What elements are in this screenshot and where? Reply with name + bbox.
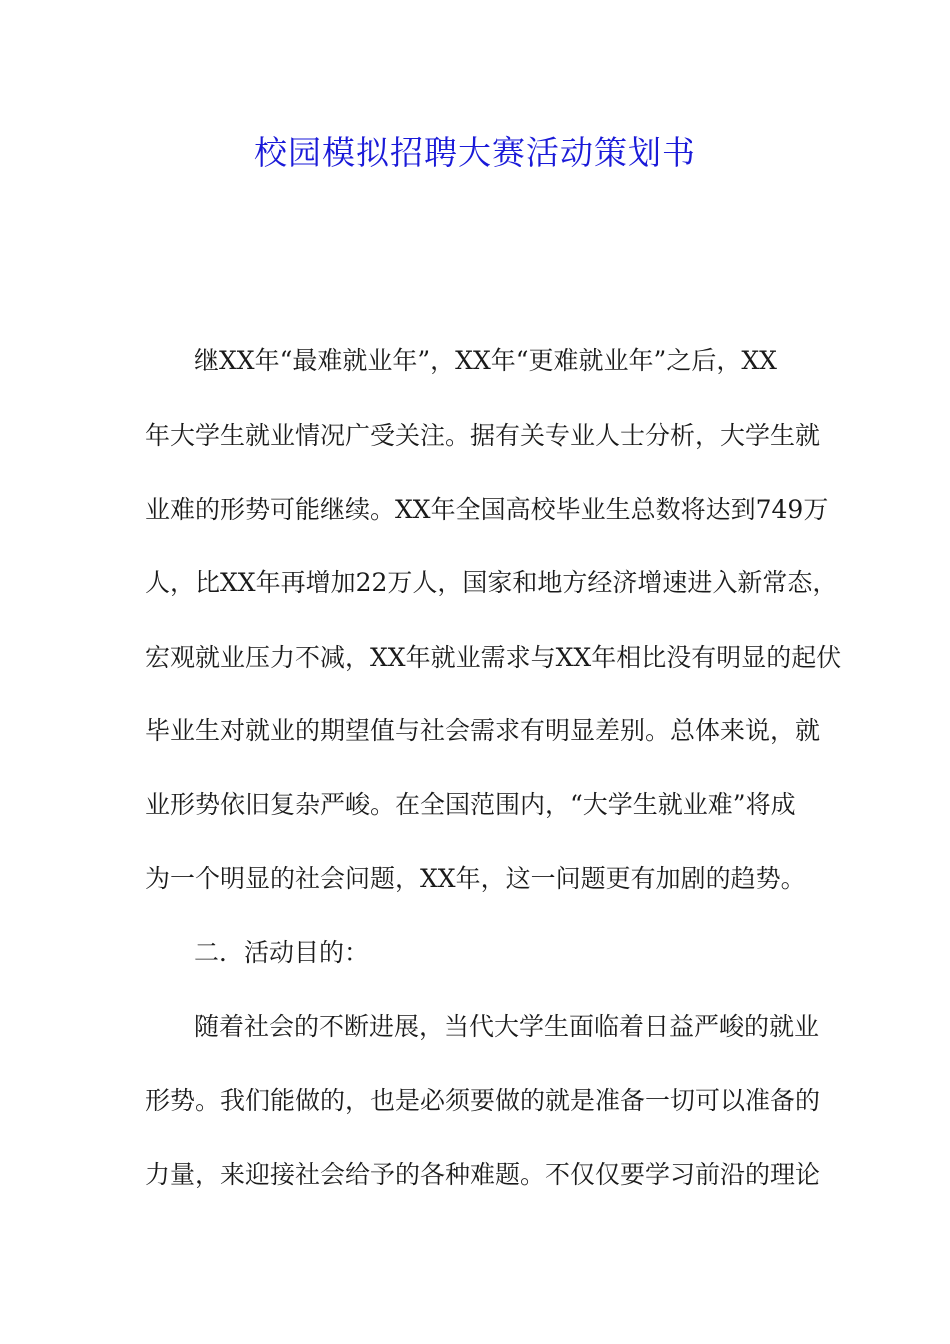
paragraph-line: 业难的形势可能继续。XX年全国高校毕业生总数将达到749万 (145, 495, 829, 524)
paragraph-line: 人，比XX年再增加22万人，国家和地方经济增速进入新常态， (145, 568, 838, 597)
paragraph-line: 形势。我们能做的，也是必须要做的就是准备一切可以准备的 (145, 1086, 821, 1115)
section-heading: 二．活动目的： (194, 938, 370, 967)
paragraph-line: 力量，来迎接社会给予的各种难题。不仅仅要学习前沿的理论 (145, 1160, 821, 1189)
paragraph-line: 毕业生对就业的期望值与社会需求有明显差别。总体来说，就 (145, 716, 821, 745)
document-title: 校园模拟招聘大赛活动策划书 (254, 133, 696, 172)
paragraph-line: 业形势依旧复杂严峻。在全国范围内，“大学生就业难”将成 (145, 790, 796, 819)
paragraph-line: 继XX年“最难就业年”，XX年“更难就业年”之后，XX (194, 346, 777, 375)
paragraph-line: 宏观就业压力不减，XX年就业需求与XX年相比没有明显的起伏 (145, 643, 842, 672)
paragraph-line: 为一个明显的社会问题，XX年，这一问题更有加剧的趋势。 (145, 864, 806, 893)
paragraph-line: 随着社会的不断进展，当代大学生面临着日益严峻的就业 (194, 1012, 820, 1041)
paragraph-line: 年大学生就业情况广受关注。据有关专业人士分析，大学生就 (145, 421, 821, 450)
